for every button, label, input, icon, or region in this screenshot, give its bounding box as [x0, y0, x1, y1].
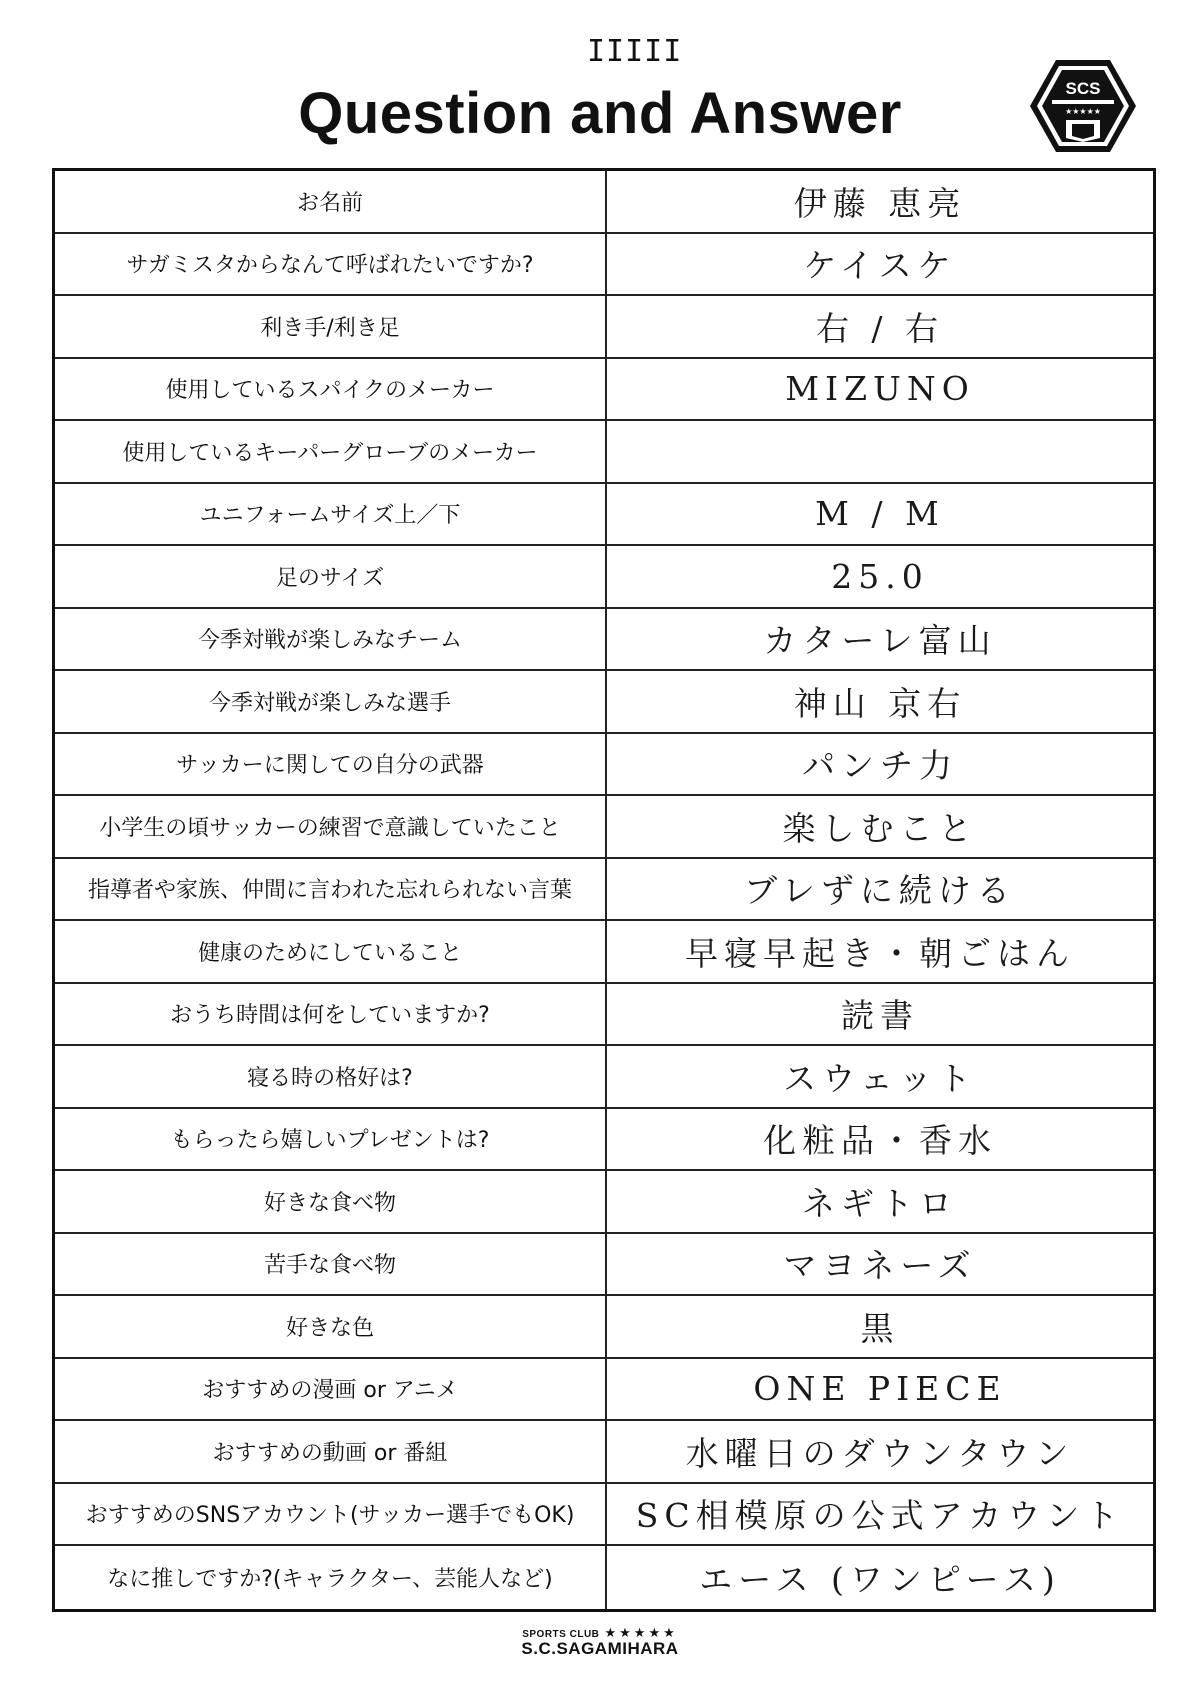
- qa-row-favorite-team-match: [55, 609, 1153, 672]
- qa-row-sleepwear: [55, 1046, 1153, 1109]
- question-cell: おうち時間は何をしていますか?: [55, 984, 607, 1045]
- question-cell: おすすめの漫画 or アニメ: [55, 1359, 607, 1420]
- answer-cell: スウェット: [783, 1058, 977, 1098]
- qa-row-disliked-food: [55, 1234, 1153, 1297]
- question-cell: おすすめのSNSアカウント(サッカー選手でもOK): [55, 1484, 607, 1545]
- qa-row-favorite-player-match: [55, 671, 1153, 734]
- qa-row-health: [55, 921, 1153, 984]
- question-cell: 苦手な食べ物: [55, 1234, 607, 1295]
- question-cell: 寝る時の格好は?: [55, 1046, 607, 1107]
- qa-row-video-program: [55, 1421, 1153, 1484]
- answer-cell: 早寝早起き・朝ごはん: [685, 933, 1075, 973]
- qa-row-foot-size: [55, 546, 1153, 609]
- question-cell: 指導者や家族、仲間に言われた忘れられない言葉: [55, 859, 607, 920]
- qa-row-manga-anime: [55, 1359, 1153, 1422]
- answer-cell: 水曜日のダウンタウン: [685, 1433, 1075, 1473]
- question-cell: 使用しているスパイクのメーカー: [55, 359, 607, 420]
- club-footer-logo: [0, 1622, 1200, 1659]
- question-cell: 好きな色: [55, 1296, 607, 1357]
- answer-cell: 25.0: [831, 556, 929, 596]
- answer-cell: M / M: [815, 494, 945, 534]
- answer-cell: SC相模原の公式アカウント: [635, 1496, 1125, 1536]
- qa-row-glove-maker: [55, 421, 1153, 484]
- answer-cell: ケイスケ: [803, 246, 957, 286]
- scs-emblem-icon: [1028, 58, 1138, 154]
- answer-cell: 楽しむこと: [782, 808, 978, 848]
- page-title: Question and Answer: [298, 81, 902, 146]
- question-cell: お名前: [55, 171, 607, 232]
- question-cell: 好きな食べ物: [55, 1171, 607, 1232]
- footer-club-name: S.C.SAGAMIHARA: [521, 1639, 679, 1658]
- qa-row-favorite-food: [55, 1171, 1153, 1234]
- answer-cell: MIZUNO: [785, 369, 975, 409]
- answer-cell: マヨネーズ: [783, 1246, 977, 1286]
- footer-club-small: SPORTS CLUB: [522, 1629, 600, 1640]
- qa-row-present: [55, 1109, 1153, 1172]
- answer-cell: 読書: [841, 996, 919, 1036]
- answer-cell: ネギトロ: [802, 1183, 958, 1223]
- answer-cell: 神山 京右: [793, 683, 967, 723]
- question-cell: おすすめの動画 or 番組: [55, 1421, 607, 1482]
- qa-row-home-time: [55, 984, 1153, 1047]
- logo-text: SCS: [1065, 79, 1101, 98]
- qa-row-weapon: [55, 734, 1153, 797]
- qa-row-childhood-focus: [55, 796, 1153, 859]
- question-cell: 今季対戦が楽しみな選手: [55, 671, 607, 732]
- page-mark: IIIII: [587, 34, 683, 69]
- svg-text:★★★★★: ★★★★★: [1065, 107, 1101, 116]
- question-cell: 健康のためにしていること: [55, 921, 607, 982]
- question-cell: もらったら嬉しいプレゼントは?: [55, 1109, 607, 1170]
- answer-cell: 伊藤 恵亮: [793, 183, 967, 223]
- qa-row-favorite-color: [55, 1296, 1153, 1359]
- answer-cell: カターレ富山: [763, 621, 997, 661]
- answer-cell: エース (ワンピース): [699, 1559, 1061, 1599]
- qa-row-spike-maker: [55, 359, 1153, 422]
- answer-cell: 化粧品・香水: [763, 1121, 997, 1161]
- answer-cell: 黒: [860, 1308, 900, 1348]
- question-cell: 今季対戦が楽しみなチーム: [55, 609, 607, 670]
- qa-row-oshi: [55, 1546, 1153, 1609]
- question-cell: 使用しているキーパーグローブのメーカー: [55, 421, 607, 482]
- question-cell: サガミスタからなんて呼ばれたいですか?: [55, 234, 607, 295]
- qa-row-sns-account: [55, 1484, 1153, 1547]
- qa-row-dominant-side: [55, 296, 1153, 359]
- answer-cell: 右 / 右: [815, 308, 945, 348]
- question-cell: 利き手/利き足: [55, 296, 607, 357]
- answer-cell: パンチ力: [802, 746, 958, 786]
- question-cell: 足のサイズ: [55, 546, 607, 607]
- qa-row-nickname: [55, 234, 1153, 297]
- question-cell: なに推しですか?(キャラクター、芸能人など): [55, 1546, 607, 1609]
- answer-cell: [607, 421, 1153, 482]
- footer-stars: ★★★★★: [604, 1626, 678, 1641]
- question-cell: ユニフォームサイズ上／下: [55, 484, 607, 545]
- question-cell: サッカーに関しての自分の武器: [55, 734, 607, 795]
- qa-table: [52, 168, 1156, 1612]
- question-cell: 小学生の頃サッカーの練習で意識していたこと: [55, 796, 607, 857]
- answer-cell: ブレずに続ける: [744, 871, 1016, 911]
- answer-cell: ONE PIECE: [753, 1369, 1007, 1409]
- qa-row-uniform-size: [55, 484, 1153, 547]
- qa-row-memorable-words: [55, 859, 1153, 922]
- qa-row-name: [55, 171, 1153, 234]
